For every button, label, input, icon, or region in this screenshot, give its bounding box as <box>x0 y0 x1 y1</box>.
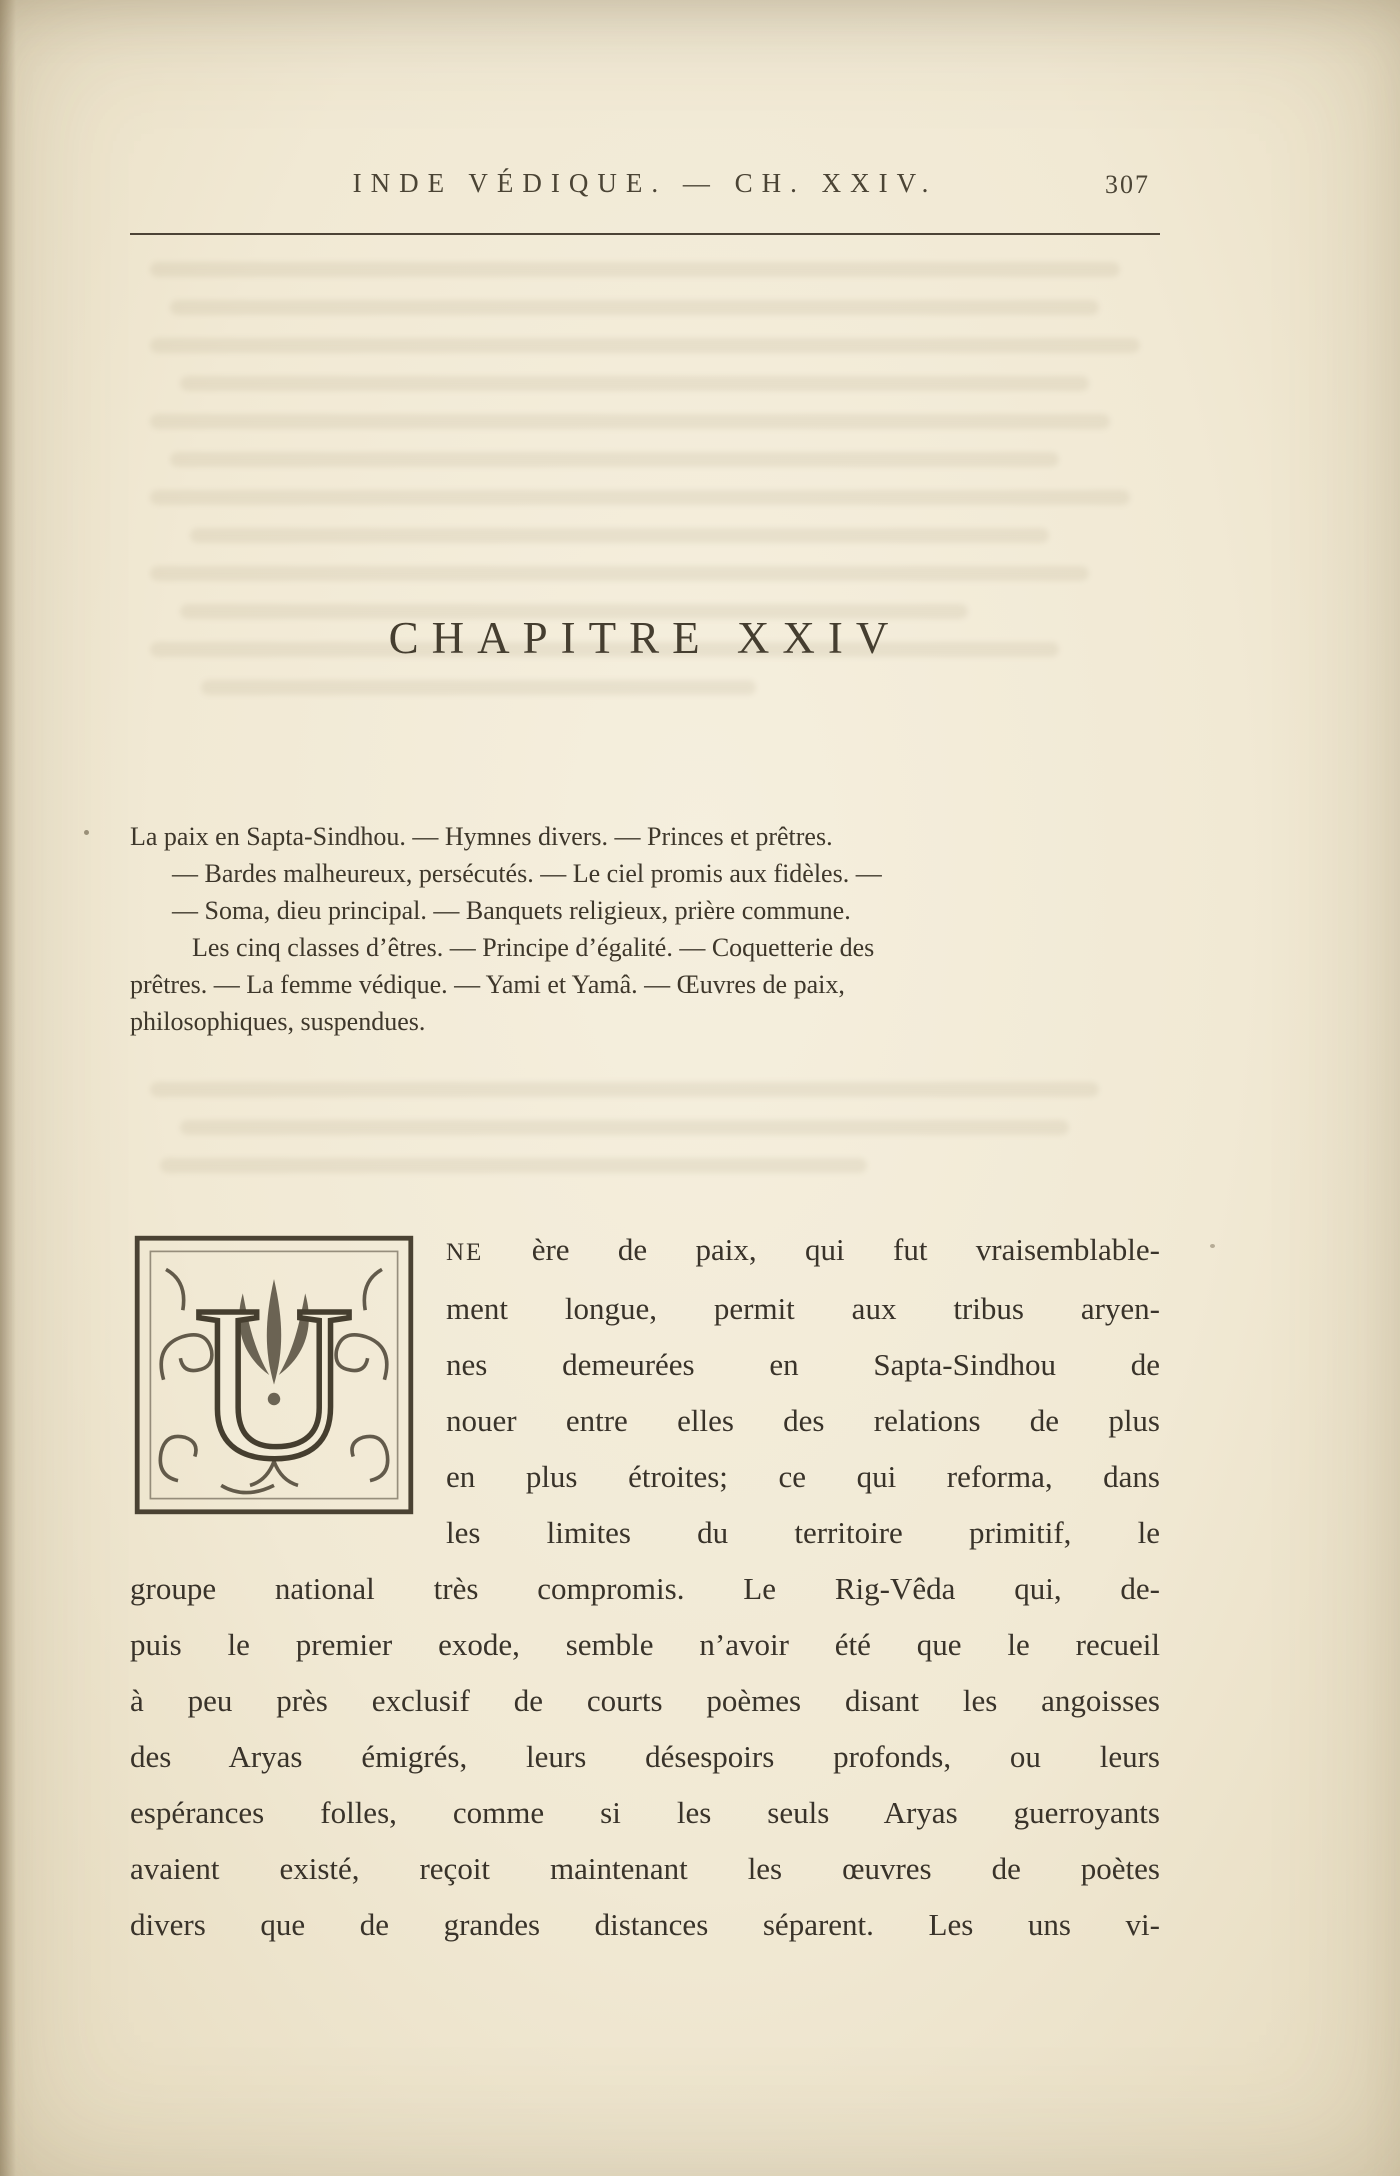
body-line: espérances folles, comme si les seuls Aryas guerroyants <box>130 1795 1160 1830</box>
summary-line: — Bardes malheureux, persécutés. — Le ciel promis aux fidèles. — <box>172 859 882 888</box>
body-line-text: ère de paix, qui fut vraisemblable- <box>531 1232 1160 1267</box>
showthrough-line <box>170 452 1059 467</box>
paper-speck <box>1210 1244 1215 1248</box>
summary-line: Les cinq classes d’êtres. — Principe d’égalité. — Coquetterie des <box>192 933 875 962</box>
dropcap-ornament <box>130 1228 418 1522</box>
summary-line: — Soma, dieu principal. — Banquets religieux, prière commune. <box>172 896 851 925</box>
body-line: groupe national très compromis. Le Rig-Vêda qui, de- <box>130 1571 1160 1606</box>
body-text <box>130 1222 1160 1953</box>
chapter-summary <box>130 818 1160 1040</box>
body-line: nouer entre elles des relations de plus <box>446 1403 1160 1438</box>
showthrough-line <box>170 300 1099 315</box>
dropcap-letter: U <box>194 1259 354 1505</box>
summary-line: philosophiques, suspendues. <box>130 1007 426 1036</box>
showthrough-line <box>150 490 1130 505</box>
summary-line: prêtres. — La femme védique. — Yami et Yamâ. — Œuvres de paix, <box>130 970 845 999</box>
body-line: divers que de grandes distances séparent. Les uns vi- <box>130 1907 1160 1942</box>
body-line: des Aryas émigrés, leurs désespoirs profonds, ou leurs <box>130 1739 1160 1774</box>
showthrough-line <box>180 1120 1069 1135</box>
header-rule <box>130 233 1160 235</box>
showthrough-line <box>150 338 1140 353</box>
running-title: INDE VÉDIQUE. — CH. XXIV. <box>352 168 938 198</box>
body-line: puis le premier exode, semble n’avoir été que le recueil <box>130 1627 1160 1662</box>
showthrough-line <box>150 1082 1099 1097</box>
showthrough-line <box>201 680 757 695</box>
body-line: nes demeurées en Sapta-Sindhou de <box>446 1347 1160 1382</box>
smallcaps-word: NE <box>446 1239 484 1266</box>
showthrough-block-low <box>150 1082 1160 1196</box>
showthrough-line <box>190 528 1049 543</box>
running-header <box>130 168 1160 199</box>
showthrough-line <box>150 566 1089 581</box>
chapter-heading: CHAPITRE XXIV <box>388 613 902 663</box>
showthrough-line <box>150 262 1120 277</box>
summary-line: La paix en Sapta-Sindhou. — Hymnes divers. — Princes et prêtres. <box>130 822 833 851</box>
dropcap-woodcut-frame <box>130 1228 418 1522</box>
paper-speck <box>84 830 89 835</box>
showthrough-line <box>160 1158 867 1173</box>
body-line: ment longue, permit aux tribus aryen- <box>446 1291 1160 1326</box>
showthrough-line <box>150 414 1110 429</box>
body-line: les limites du territoire primitif, le <box>446 1515 1160 1550</box>
body-line: à peu près exclusif de courts poèmes disant les angoisses <box>130 1683 1160 1718</box>
page-number: 307 <box>1105 170 1150 199</box>
body-line: avaient existé, reçoit maintenant les œuvres de poètes <box>130 1851 1160 1886</box>
showthrough-line <box>180 376 1089 391</box>
body-line: en plus étroites; ce qui reforma, dans <box>446 1459 1160 1494</box>
